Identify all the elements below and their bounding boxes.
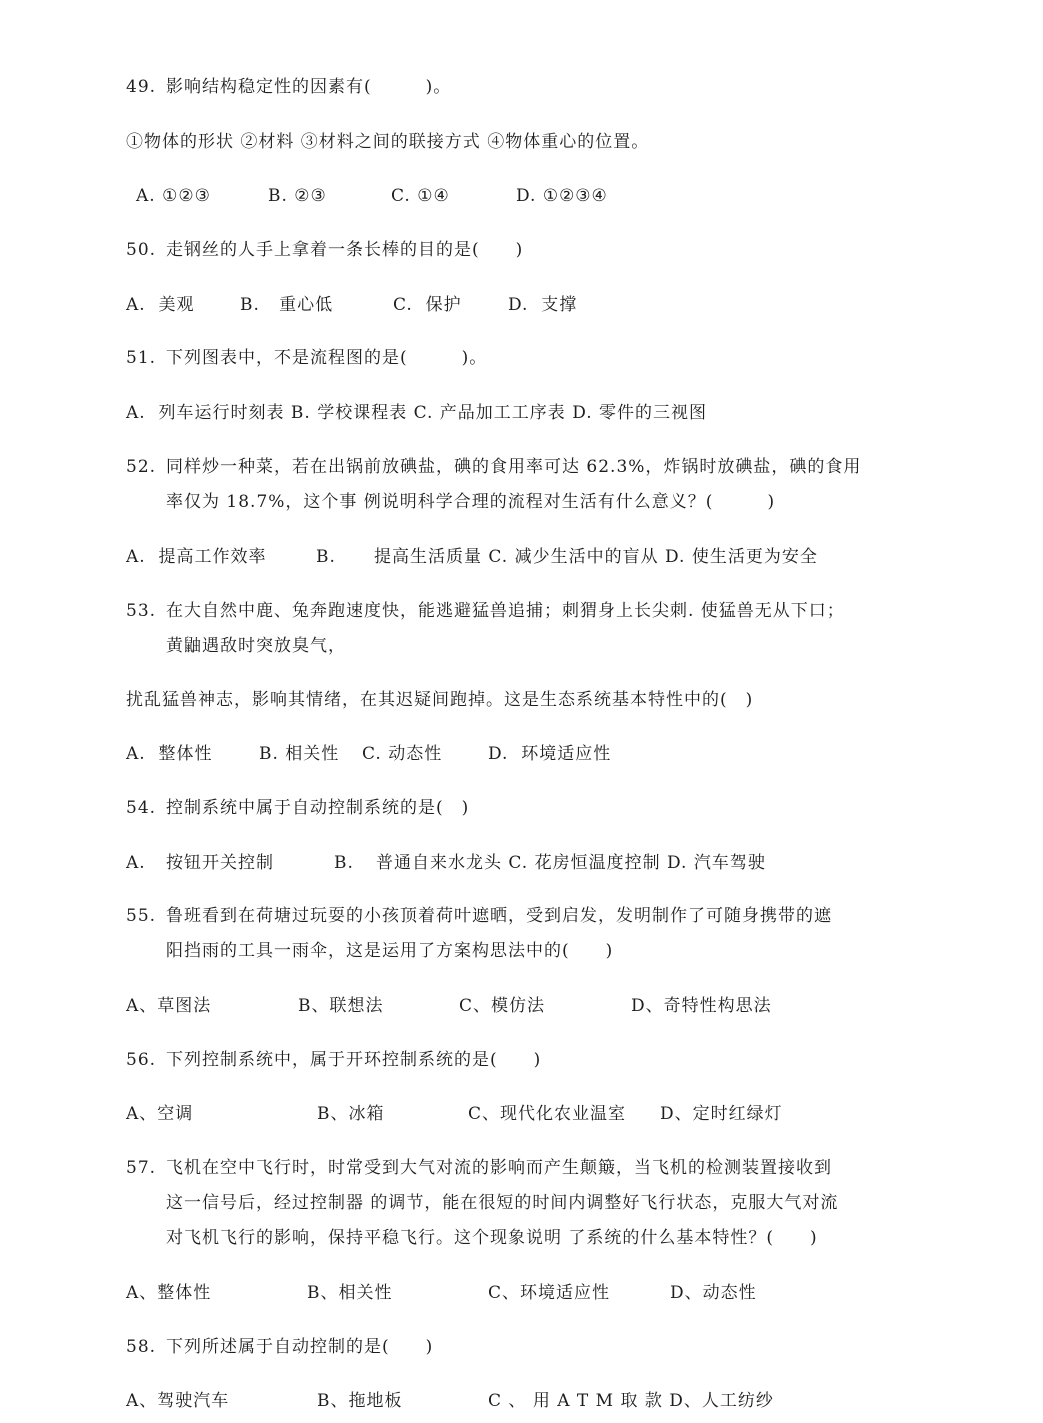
option-a: A、整体性 (126, 1283, 212, 1303)
option-a-text: 按钮开关控制 (166, 853, 274, 873)
question-number: 50. (126, 240, 157, 260)
question-text: 在大自然中鹿、兔奔跑速度快，能逃避猛兽追捕；刺猬身上长尖刺. 使猛兽无从下口； (166, 601, 845, 621)
question-text: 同样炒一种菜，若在出锅前放碘盐，碘的食用率可达 62.3%，炸锅时放碘盐，碘的食用 (166, 457, 862, 477)
option-a: A. ①②③ (136, 186, 211, 206)
question-continuation: 扰乱猛兽神志，影响其情绪，在其迟疑间跑掉。这是生态系统基本特性中的( ) (126, 690, 754, 710)
option-a: A、草图法 (126, 996, 212, 1016)
option-b: B. ②③ (268, 186, 327, 206)
option-b: B、联想法 (298, 996, 384, 1016)
question-text: 黄鼬遇敌时突放臭气， (166, 636, 346, 656)
question-number: 52. (126, 457, 157, 477)
option-c: C、模仿法 (459, 996, 546, 1016)
option-b: B、相关性 (307, 1283, 393, 1303)
option-b: B. 相关性 (259, 744, 340, 764)
option-a: A. 整体性 (126, 744, 213, 764)
option-b: B. (316, 547, 336, 567)
options-rest: 提高生活质量 C. 减少生活中的盲从 D. 使生活更为安全 (374, 547, 818, 567)
option-b: B. 重心低 (240, 295, 334, 315)
question-number: 57. (126, 1158, 157, 1178)
option-a: A、驾驶汽车 (126, 1391, 230, 1411)
options-rest: 普通自来水龙头 C. 花房恒温度控制 D. 汽车驾驶 (376, 853, 766, 873)
question-text: 这一信号后，经过控制器 的调节，能在很短的时间内调整好飞行状态，克服大气对流 (166, 1193, 839, 1213)
question-text: 下列所述属于自动控制的是( ) (166, 1337, 434, 1357)
question-text: 控制系统中属于自动控制系统的是( ) (166, 798, 470, 818)
question-text: 率仅为 18.7%，这个事 例说明科学合理的流程对生活有什么意义？( ) (166, 492, 776, 512)
option-b: B、冰箱 (317, 1104, 385, 1124)
question-text: 下列控制系统中，属于开环控制系统的是( ) (166, 1050, 542, 1070)
question-text: 鲁班看到在荷塘过玩耍的小孩顶着荷叶遮晒，受到启发，发明制作了可随身携带的遮 (166, 906, 832, 926)
option-c: C、环境适应性 (488, 1283, 611, 1303)
options-rest: C 、 用 A T M 取 款 D、人工纺纱 (488, 1391, 774, 1411)
option-d: D、奇特性构思法 (631, 996, 772, 1016)
option-b: B、拖地板 (317, 1391, 403, 1411)
question-text: 对飞机飞行的影响，保持平稳飞行。这个现象说明 了系统的什么基本特性？( ) (166, 1228, 818, 1248)
option-d: D. 支撑 (508, 295, 578, 315)
option-a: A. 提高工作效率 (126, 547, 267, 567)
option-c: C. ①④ (391, 186, 450, 206)
question-text: 阳挡雨的工具一雨伞，这是运用了方案构思法中的( ) (166, 941, 614, 961)
option-c: C、现代化农业温室 (468, 1104, 627, 1124)
question-text: 下列图表中，不是流程图的是( )。 (166, 348, 488, 368)
question-text: 影响结构稳定性的因素有( )。 (166, 77, 452, 97)
question-number: 56. (126, 1050, 157, 1070)
question-number: 53. (126, 601, 157, 621)
option-d: D、定时红绿灯 (660, 1104, 783, 1124)
option-b: B. (334, 853, 354, 873)
question-number: 49. (126, 77, 157, 97)
question-number: 54. (126, 798, 157, 818)
option-a: A. 美观 (126, 295, 195, 315)
question-text: 飞机在空中飞行时，时常受到大气对流的影响而产生颠簸，当飞机的检测装置接收到 (166, 1158, 832, 1178)
option-c: C. 保护 (393, 295, 462, 315)
option-c: C. 动态性 (362, 744, 443, 764)
question-text: 走钢丝的人手上拿着一条长棒的目的是( ) (166, 240, 524, 260)
question-number: 58. (126, 1337, 157, 1357)
option-a: A、空调 (126, 1104, 194, 1124)
options-line: A. 列车运行时刻表 B. 学校课程表 C. 产品加工工序表 D. 零件的三视图 (126, 403, 708, 423)
question-conditions: ①物体的形状 ②材料 ③材料之间的联接方式 ④物体重心的位置。 (126, 132, 650, 152)
question-number: 51. (126, 348, 157, 368)
option-d: D、动态性 (670, 1283, 757, 1303)
option-a: A. (126, 853, 146, 873)
question-number: 55. (126, 906, 157, 926)
option-d: D. 环境适应性 (488, 744, 612, 764)
option-d: D. ①②③④ (516, 186, 608, 206)
